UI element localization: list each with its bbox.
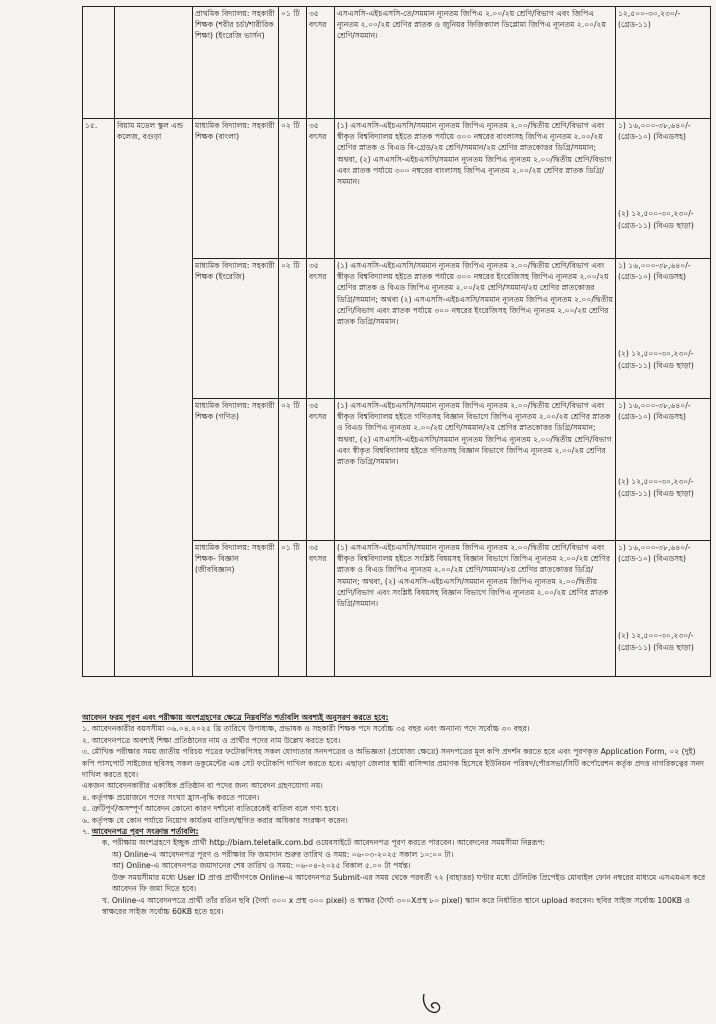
count-cell: ০২ টি bbox=[279, 119, 307, 259]
salary-cell bbox=[616, 259, 711, 399]
post-cell: প্রাথমিক বিদ্যালয়: সহকারী শিক্ষক (শরীর চর্চা/শারীরিক শিক্ষা) (ইংরেজি ভার্সন) bbox=[193, 7, 279, 119]
salary-top: ১) ১৬,০০০-৩৮,৬৪০/- (গ্রেড-১০) (বিএডসহ) bbox=[618, 121, 691, 142]
salary-cell bbox=[616, 399, 711, 541]
table-row bbox=[83, 119, 711, 259]
instructions-heading: আবেদন ফরম পূরণ এবং পরীক্ষায় অংশগ্রহণের ক্ষেত্রে নিম্নবর্ণিত শর্তাবলি অবশ্যই অনুসরণ করতে হবে: bbox=[82, 713, 389, 722]
recruitment-table bbox=[82, 6, 711, 677]
instruction-item: ৪. কর্তৃপক্ষ প্রয়োজনে পদের সংখ্যা হ্রাস-বৃদ্ধি করতে পারেন। bbox=[82, 792, 260, 802]
section7-label: ৭. bbox=[82, 827, 90, 837]
instruction-item: ২. আবেদনপত্রে অবশ্যই শিক্ষা প্রতিষ্ঠানের নাম ও প্রার্থীর পদের নাম উল্লেখ করতে হবে। bbox=[82, 735, 341, 745]
instructions-section bbox=[82, 712, 708, 917]
post-cell: মাধ্যমিক বিদ্যালয়: সহকারী শিক্ষক (বাংলা) bbox=[193, 119, 279, 259]
age-cell: ৩৫ বৎসর bbox=[307, 259, 335, 399]
institute-cell: বিয়াম মডেল স্কুল এন্ড কলেজ, বগুড়া bbox=[115, 119, 193, 677]
serial-cell bbox=[83, 7, 115, 119]
qualification-cell: (১) এসএসসি-এইচএসসি/সমমান ন্যূনতম জিপিএ ন্যূনতম ২.০০/দ্বিতীয় শ্রেণি/বিভাগ এবং স্বীকৃত বিশ্ববিদ্যালয় হইতে স্নাতক পর্যায়ে ৩০০ নম্বরের বাংলাসহ জিপিএ ন্যূনতম ২.০০/২য় শ্রেণির স্নাতক ও বিএড বি-গ্রেড/২য় শ্রেণি/সমমান/২য় শ্রেণির স্নাতকোত্তর ডিগ্রি/সমমান; অথবা, (২) এসএসসি-এইচএসসি/সমমান ন্যূনতম জিপিএ ন্যূনতম ২.০০/দ্বিতীয় শ্রেণি/বিভাগ এবং স্নাতক পর্যায়ে ৩০০ নম্বরের বাংলাসহ জিপিএ ন্যূনতম ২.০০/২য় শ্রেণির স্নাতক ডিগ্রি/সমমান। bbox=[335, 119, 616, 259]
count-cell: ০২ টি bbox=[279, 399, 307, 541]
instruction-ka: ক. পরীক্ষায় অংশগ্রহণে ইচ্ছুক প্রার্থী http://biam.teletalk.com.bd ওয়েবসাইটে আবেদনপত্র পূরণ করতে পারবেন। আবেদনের সময়সীমা নিম্নরূপ: bbox=[102, 838, 546, 848]
post-cell: মাধ্যমিক বিদ্যালয়: সহকারী শিক্ষক (ইংরেজি) bbox=[193, 259, 279, 399]
qualification-cell: এসএসসি-এইচএসসি-তে/সমমান ন্যূনতম জিপিএ ২.০০/২য় শ্রেণি/বিভাগ এবং জিপিএ ন্যূনতম ২.০০/২য় শ্রেণির স্নাতক ও জুনিয়র ফিজিক্যাল ডিপ্লোমা জিপিএ ন্যূনতম ২.০০/২য় শ্রেণি/সমমান। bbox=[335, 7, 616, 119]
instruction-ka-ii: আ) Online-এ আবেদনপত্র জমাদানের শেষ তারিখ ও সময়: ০৬-০৪-২০২৫ বিকাল ৫.০০ টা পর্যন্ত। bbox=[112, 861, 411, 871]
qualification-cell: (১) এসএসসি-এইচএসসি/সমমান ন্যূনতম জিপিএ ন্যূনতম ২.০০/দ্বিতীয় শ্রেণি/বিভাগ এবং স্বীকৃত বিশ্ববিদ্যালয় হইতে স্নাতক পর্যায়ে ৩০০ নম্বরের ইংরেজিসহ জিপিএ ন্যূনতম ২.০০/২য় শ্রেণির স্নাতক ও বিএড জিপিএ ন্যূনতম ২.০০/২য় শ্রেণি/সমমান/২য় শ্রেণির স্নাতকোত্তর ডিগ্রি/সমমান; অথবা (২) এসএসসি-এইচএসসি/সমমান ন্যূনতম জিপিএ ন্যূনতম ২.০০/দ্বিতীয় শ্রেণি/বিভাগ এবং স্নাতক পর্যায়ে ৩০০ নম্বরের ইংরেজিসহ জিপিএ ন্যূনতম ২.০০/২য় শ্রেণির স্নাতক ডিগ্রি/সমমান। bbox=[335, 259, 616, 399]
instruction-kha: খ. Online-এ আবেদনপত্রে প্রার্থী তাঁর রঙিন ছবি (দৈর্ঘ্য ৩০০ x প্রস্থ ৩০০ pixel) ও স্বাক্ষর (দৈর্ঘ্য ৩০০Xপ্রস্থ ৮০ pixel) স্ক্যান করে নির্ধারিত স্থানে upload করবেন। ছবির সাইজ সর্বোচ্চ 100KB ও স্বাক্ষরের সাইজ সর্বোচ্চ 60KB হতে হবে। bbox=[102, 895, 691, 916]
instruction-ka-i: অ) Online-এ আবেদনপত্র পূরণ ও পরীক্ষার ফি জমাদান শুরুর তারিখ ও সময়: ০৬-০৩-২০২৫ সকাল ১০:০০ টা। bbox=[112, 849, 454, 859]
count-cell: ০১ টি bbox=[279, 541, 307, 677]
salary-bottom: (২) ১২,৫০০-৩০,২৩০/- (গ্রেড-১১) (বিএড ছাড়া) bbox=[618, 631, 694, 652]
serial-cell: ১৫. bbox=[83, 119, 115, 677]
section7-title bbox=[82, 826, 708, 837]
instruction-item: ১. আবেদনকারীর বয়সসীমা ০৬.০৪.২০২৫ খ্রি তারিখে উপাধ্যক্ষ, প্রভাষক ও সহকারী শিক্ষক পদে সর্বোচ্চ ৩৫ বছর এবং অন্যান্য পদে সর্বোচ্চ ৩০ বছর। bbox=[82, 724, 530, 734]
instruction-item: ৬. কর্তৃপক্ষ যে কোন পর্যায়ে নিয়োগ কার্যক্রম বাতিল/স্থগিত করার অধিকার সংরক্ষণ করেন। bbox=[82, 815, 348, 825]
salary-top: ১) ১৬,০০০-৩৮,৬৪০/- (গ্রেড-১০) (বিএডসহ) bbox=[618, 401, 691, 422]
salary-top: ১) ১৬,০০০-৩৮,৬৪০/- (গ্রেড-১০) (বিএডসহ) bbox=[618, 543, 691, 564]
count-cell: ০১ টি bbox=[279, 7, 307, 119]
salary-top: ১২,৫০০-৩০,২৩০/- (গ্রেড-১১) bbox=[618, 9, 681, 30]
instruction-item: একজন আবেদনকারীর একাধিক প্রতিষ্ঠান বা পদের জন্য আবেদন গ্রহণযোগ্য নয়। bbox=[82, 781, 323, 791]
qualification-cell: (১) এসএসসি-এইচএসসি/সমমান ন্যূনতম জিপিএ ন্যূনতম ২.০০/দ্বিতীয় শ্রেণি/বিভাগ এবং স্বীকৃত বিশ্ববিদ্যালয় হইতে সংশ্লিষ্ট বিষয়সহ বিজ্ঞান বিভাগে জিপিএ ন্যূনতম ২.০০/২য় শ্রেণির স্নাতক ও বিএড জিপিএ ন্যূনতম ২.০০/২য় শ্রেণি/সমমান/২য় শ্রেণির স্নাতকোত্তর ডিগ্রি/সমমান; অথবা, (২) এসএসসি-এইচএসসি/সমমান ন্যূনতম জিপিএ ন্যূনতম ২.০০/দ্বিতীয় শ্রেণি/বিভাগ এবং সংশ্লিষ্ট বিষয়সহ বিজ্ঞান বিভাগে জিপিএ ন্যূনতম ২.০০/২য় শ্রেণির স্নাতক ডিগ্রি/সমমান। bbox=[335, 541, 616, 677]
post-cell: মাধ্যমিক বিদ্যালয়: সহকারী শিক্ষক (গণিত) bbox=[193, 399, 279, 541]
salary-bottom: (২) ১২,৫০০-৩০,২৩০/- (গ্রেড-১১) (বিএড ছাড়া) bbox=[618, 477, 694, 498]
age-cell: ৩৫ বৎসর bbox=[307, 7, 335, 119]
instruction-item: ৩. মৌখিক পরীক্ষার সময় জাতীয় পরিচয় পত্রের ফটোকপিসহ সকল যোগ্যতার সনদপত্রের ও অভিজ্ঞতা (প্রযোজ্য ক্ষেত্রে) সনদপত্রের মূল কপি প্রদর্শন করতে হবে এবং পূরণকৃত Application Form, ০২ (দুই) কপি পাসপোর্ট সাইজের ছবিসহ সকল ডকুমেন্টের এক সেট ফটোকপি দাখিল করতে হবে। এছাড়া জেলার স্থায়ী বাসিন্দার প্রমাণক হিসেবে ইউনিয়ন পরিষদ/পৌরসভা/সিটি কর্পোরেশন কর্তৃক প্রদত্ত নাগরিকত্বের সনদ দাখিল করতে হবে। bbox=[82, 747, 705, 780]
section7-heading: আবেদনপত্র পূরণ সংক্রান্ত শর্তাবলি: bbox=[91, 827, 199, 837]
salary-cell bbox=[616, 541, 711, 677]
salary-cell bbox=[616, 7, 711, 119]
salary-bottom: (২) ১২,৫০০-৩০,২৩০/- (গ্রেড-১১) (বিএড ছাড়া) bbox=[618, 349, 694, 370]
age-cell: ৩৫ বৎসর bbox=[307, 119, 335, 259]
table-row bbox=[83, 7, 711, 119]
institute-cell bbox=[115, 7, 193, 119]
salary-bottom: (২) ১২,৫০০-৩০,২৩০/- (গ্রেড-১১) (বিএড ছাড়া) bbox=[618, 209, 694, 230]
instruction-ka-iii: উক্ত সময়সীমার মধ্যে User ID প্রাপ্ত প্রার্থীগণকে Online-এ আবেদনপত্র Submit-এর সময় থেকে পরবর্তী ৭২ (বাহাত্তর) ঘণ্টার মধ্যে টেলিটক প্রিপেইড মোবাইল ফোন নম্বরের মাধ্যমে এসএমএস করে আবেদন ফি জমা দিতে হবে। bbox=[112, 872, 706, 894]
salary-top: ১) ১৬,০০০-৩৮,৬৪০/- (গ্রেড-১০) (বিএডসহ) bbox=[618, 261, 691, 282]
salary-cell bbox=[616, 119, 711, 259]
instruction-item: ৫. ত্রুটিপূর্ণ/অসম্পূর্ণ আবেদন কোনো কারণ দর্শানো ব্যতিরেকেই বাতিল বলে গণ্য হবে। bbox=[82, 804, 339, 814]
age-cell: ৩৫ বৎসর bbox=[307, 541, 335, 677]
count-cell: ০২ টি bbox=[279, 259, 307, 399]
post-cell: মাধ্যমিক বিদ্যালয়: সহকারী শিক্ষক- বিজ্ঞান (জীববিজ্ঞান) bbox=[193, 541, 279, 677]
signature-mark bbox=[418, 990, 448, 1016]
age-cell: ৩৫ বৎসর bbox=[307, 399, 335, 541]
qualification-cell: (১) এসএসসি-এইচএসসি/সমমান ন্যূনতম জিপিএ ন্যূনতম ২.০০/দ্বিতীয় শ্রেণি/বিভাগ এবং স্বীকৃত বিশ্ববিদ্যালয় হইতে গণিতসহ বিজ্ঞান বিভাগে জিপিএ ন্যূনতম ২.০০/২য় শ্রেণির স্নাতক ও বিএড জিপিএ ন্যূনতম ২.০০/২য় শ্রেণি/সমমান/২য় শ্রেণির স্নাতকোত্তর ডিগ্রি/সমমান; অথবা, (২) এসএসসি-এইচএসসি/সমমান ন্যূনতম জিপিএ ন্যূনতম ২.০০/দ্বিতীয় শ্রেণি/বিভাগ এবং স্বীকৃত বিশ্ববিদ্যালয় হইতে গণিতসহ বিজ্ঞান বিভাগে জিপিএ ন্যূনতম ২.০০/২য় শ্রেণির স্নাতক ডিগ্রি/সমমান। bbox=[335, 399, 616, 541]
